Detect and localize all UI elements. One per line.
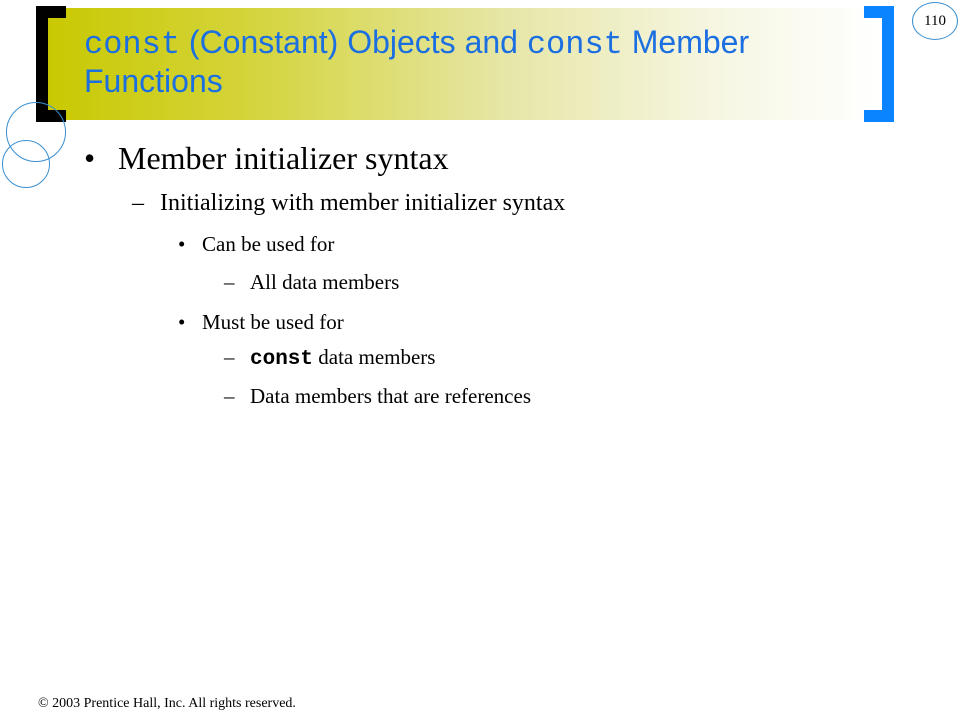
bullet-text: Member initializer syntax (118, 140, 449, 176)
bullet-text: Must be used for (202, 310, 344, 334)
bullet-marker: • (84, 140, 96, 176)
bullet-text: data members (313, 345, 436, 369)
bullet-level3 (178, 310, 344, 335)
bullet-text: Initializing with member initializer syntax (160, 190, 566, 216)
bullet-level1 (84, 140, 449, 177)
bullet-marker: • (178, 310, 186, 334)
dash-marker: – (224, 345, 235, 369)
slide-title (84, 24, 874, 99)
right-bracket-top (864, 6, 894, 18)
title-text-2: Member Functions (84, 24, 750, 99)
bullet-text: All data members (250, 270, 400, 294)
bullet-level2 (132, 190, 565, 217)
page-number: 110 (912, 2, 958, 40)
bullet-level4 (224, 384, 531, 409)
bullet-marker: • (178, 232, 186, 256)
bullet-text: Can be used for (202, 232, 335, 256)
dash-marker: – (224, 384, 235, 408)
title-text-1: (Constant) Objects and (180, 24, 527, 60)
code-const: const (250, 348, 314, 371)
bullet-level4 (224, 270, 399, 295)
left-bracket-top (36, 6, 66, 18)
right-bracket-bottom (864, 110, 894, 122)
bullet-level3 (178, 232, 334, 257)
title-code-const-2: const (526, 26, 623, 63)
bullet-level4 (224, 345, 435, 371)
dash-marker: – (132, 190, 144, 216)
dash-marker: – (224, 270, 235, 294)
title-code-const-1: const (84, 26, 181, 63)
bullet-text: Data members that are references (250, 384, 531, 408)
right-bracket-bar (882, 6, 894, 122)
copyright-footer: © 2003 Prentice Hall, Inc. All rights reserved. (38, 696, 296, 711)
decorative-circle-icon (2, 140, 50, 188)
